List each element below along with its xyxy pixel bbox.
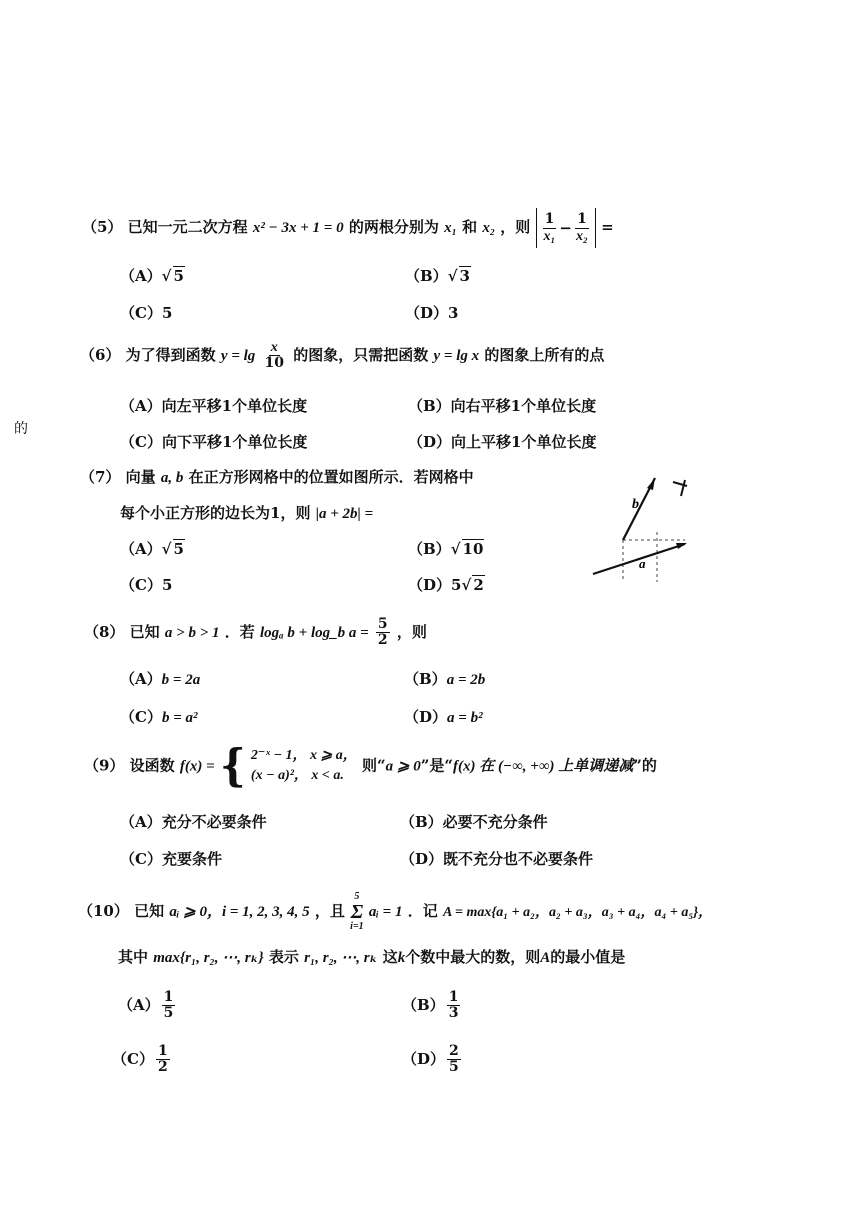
q6-function-b: y = lg x xyxy=(433,347,480,364)
q10-a-variable: A xyxy=(540,950,551,966)
q9-piece-2: (x − a)²， x < a. xyxy=(250,768,344,784)
q5-equation: x² − 3x + 1 = 0 xyxy=(252,220,344,236)
question-8-stem xyxy=(84,617,427,649)
q7-expression: |a + 2b| = xyxy=(315,506,374,522)
q8-option-d-value: a = b² xyxy=(447,710,483,726)
q6-frac-den: 10 xyxy=(264,355,285,372)
q10-text-line2-b: 表示 xyxy=(268,948,299,966)
q8-option-c-label: （C） xyxy=(120,708,162,726)
q8-option-b xyxy=(404,668,485,689)
q5-option-c: （C）5 xyxy=(120,304,173,322)
q7-tick-mark-2 xyxy=(681,480,685,496)
q9-text-b: 则“ xyxy=(362,756,386,775)
q5-option-a: （A）√ 5 xyxy=(120,267,184,285)
q7-option-b-label: （B） xyxy=(408,540,451,558)
q10-condition: aᵢ ⩾ 0，i = 1, 2, 3, 4, 5 xyxy=(169,904,310,920)
q10-option-a-label: （A） xyxy=(118,995,160,1014)
question-10-number: （10） xyxy=(78,902,129,920)
q7-option-b-value: 10 xyxy=(462,540,484,558)
q7-option-c: （C）5 xyxy=(120,576,173,594)
q10-option-c-num: 1 xyxy=(157,1043,168,1059)
q10-option-a-den: 5 xyxy=(163,1005,174,1022)
q5-frac-2 xyxy=(574,212,590,244)
q10-list: r₁, r₂, ⋯, rₖ xyxy=(304,950,378,966)
q8-condition: a > b > 1 xyxy=(164,624,220,641)
q9-piece-1: 2⁻ˣ − 1， x ⩾ a， xyxy=(250,748,357,763)
question-6-stem xyxy=(80,340,604,372)
q10-sum-top: 5 xyxy=(354,891,360,902)
q7-text-a: 向量 xyxy=(125,468,156,486)
q5-frac-1-den: x₁ xyxy=(543,228,556,244)
q8-option-b-value: a = 2b xyxy=(446,672,486,688)
q10-option-b-den: 3 xyxy=(448,1005,459,1022)
q7-label-a: a xyxy=(639,556,646,571)
q9-condition: a ⩾ 0 xyxy=(385,758,421,775)
q9-text-e: ”的 xyxy=(633,756,657,775)
question-10-line-2 xyxy=(118,946,625,967)
q5-minus: − xyxy=(559,219,572,237)
question-6-number: （6） xyxy=(80,345,121,364)
question-5-stem xyxy=(82,208,614,248)
q10-option-d-den: 5 xyxy=(449,1059,459,1076)
q8-expression: logₐ b + log_b a = xyxy=(260,624,369,641)
q5-text-a: 已知一元二次方程 xyxy=(127,218,248,236)
q10-text-line2-c: 这 xyxy=(382,948,398,966)
q6-text-a: 为了得到函数 xyxy=(125,345,216,364)
q10-option-c-label: （C） xyxy=(112,1049,154,1068)
question-7-stem xyxy=(80,466,474,487)
q10-option-d-label: （D） xyxy=(402,1049,446,1068)
q8-option-c-value: b = a² xyxy=(161,710,198,726)
q9-option-c: （C）充要条件 xyxy=(120,850,222,868)
q10-text-b: ，且 xyxy=(314,902,345,920)
question-10-stem xyxy=(78,892,712,932)
q10-max-definition: max{r₁, r₂, ⋯, rₖ} xyxy=(153,950,264,966)
q8-option-d-label: （D） xyxy=(404,708,448,726)
q7-option-d-label: （D）5 xyxy=(408,576,462,594)
question-9-stem xyxy=(84,739,657,792)
q6-text-b: 的图象，只需把函数 xyxy=(293,345,429,364)
q10-option-c xyxy=(112,1044,172,1076)
q8-fraction xyxy=(376,617,390,649)
q6-option-b: （B）向右平移1个单位长度 xyxy=(408,397,597,415)
q10-text-line2-a: 其中 xyxy=(118,948,149,966)
q5-option-a-label: （A） xyxy=(120,267,162,285)
q7-option-a-label: （A） xyxy=(120,540,162,558)
q8-option-b-label: （B） xyxy=(404,670,447,688)
q9-option-d: （D）既不充分也不必要条件 xyxy=(400,850,594,868)
q9-text-a: 设函数 xyxy=(129,756,175,775)
q5-absolute-value xyxy=(536,208,596,248)
q5-option-a-value: 5 xyxy=(173,267,184,285)
q7-label-b: b xyxy=(632,497,639,512)
q5-option-b: （B）√ 3 xyxy=(405,267,470,285)
q7-option-b: （B）√ 10 xyxy=(408,540,484,558)
q6-frac-num: x xyxy=(270,340,278,355)
q10-option-c-den: 2 xyxy=(157,1059,168,1076)
q7-vector-figure xyxy=(585,470,705,585)
q7-text-line2: 每个小正方形的边长为1，则 xyxy=(120,504,311,522)
q5-text-then: ，则 xyxy=(500,218,531,236)
q5-text-b: 的两根分别为 xyxy=(348,218,439,236)
q6-function-a: y = lg xyxy=(220,347,256,364)
q10-option-b-label: （B） xyxy=(402,995,445,1014)
q10-option-b xyxy=(402,990,462,1022)
q10-option-d-num: 2 xyxy=(449,1043,459,1059)
q6-fraction xyxy=(263,340,286,372)
q7-option-a-value: 5 xyxy=(173,540,184,558)
q9-function: f(x) = xyxy=(179,758,215,775)
q10-sum-bottom: i=1 xyxy=(350,921,364,932)
q7-vector-b-arrowhead xyxy=(647,478,655,490)
q10-text-line2-d: 个数中最大的数，则 xyxy=(405,948,541,966)
q5-equals: = xyxy=(601,218,614,236)
q9-text-d: f(x) 在 (−∞, +∞) 上单调递减 xyxy=(453,758,634,775)
margin-mark: 的 xyxy=(14,421,28,437)
q5-root-1: x₁ xyxy=(444,220,457,236)
q8-frac-num: 5 xyxy=(377,616,388,632)
q10-max-expression: A = max{a₁ + a₂，a₂ + a₃，a₃ + a₄，a₄ + a₅}， xyxy=(442,905,713,920)
q9-brace: { xyxy=(219,739,246,792)
question-8-number: （8） xyxy=(84,622,125,641)
q9-option-b: （B）必要不充分条件 xyxy=(400,813,548,831)
q5-option-d: （D）3 xyxy=(405,304,459,322)
q5-option-b-value: 3 xyxy=(459,267,470,285)
q7-vectors: a, b xyxy=(160,470,184,486)
q8-text-then: ，则 xyxy=(396,622,427,641)
question-9-number: （9） xyxy=(84,756,125,775)
question-5-number: （5） xyxy=(82,218,123,236)
q5-frac-1-num: 1 xyxy=(544,211,555,228)
q8-text-b: ．若 xyxy=(224,622,255,641)
q10-option-a-num: 1 xyxy=(163,989,174,1005)
q6-option-a: （A）向左平移1个单位长度 xyxy=(120,397,308,415)
q7-vector-a-arrowhead xyxy=(676,543,687,549)
q8-option-c xyxy=(120,706,198,727)
q6-text-c: 的图象上所有的点 xyxy=(484,345,605,364)
q10-text-c: ．记 xyxy=(407,902,438,920)
q5-frac-1 xyxy=(542,212,558,244)
q5-text-and: 和 xyxy=(462,218,478,236)
q7-option-a: （A）√ 5 xyxy=(120,540,184,558)
q10-sum-term: aᵢ = 1 xyxy=(368,904,403,920)
q9-text-c: ”是“ xyxy=(420,756,454,775)
q10-sum-sigma: Σ xyxy=(350,901,364,923)
q10-text-a: 已知 xyxy=(134,902,165,920)
q10-option-b-num: 1 xyxy=(448,989,459,1005)
q9-piecewise xyxy=(251,746,357,787)
q10-summation xyxy=(350,892,363,932)
q7-text-b: 在正方形网格中的位置如图所示．若网格中 xyxy=(188,468,474,486)
q10-k: k xyxy=(397,950,406,966)
q5-frac-2-den: x₂ xyxy=(576,228,588,244)
question-7-line-2 xyxy=(120,502,373,523)
q5-root-2: x₂ xyxy=(482,220,496,236)
q5-option-b-label: （B） xyxy=(405,267,448,285)
q10-option-a xyxy=(118,990,177,1022)
q7-option-d: （D）5√ 2 xyxy=(408,576,484,594)
q8-frac-den: 2 xyxy=(377,632,388,649)
q10-option-d xyxy=(402,1044,463,1076)
q8-option-a-value: b = 2a xyxy=(161,672,201,688)
q5-frac-2-num: 1 xyxy=(577,211,587,228)
q6-option-d: （D）向上平移1个单位长度 xyxy=(408,433,597,451)
q9-option-a: （A）充分不必要条件 xyxy=(120,813,267,831)
q8-option-d xyxy=(404,706,483,727)
q6-option-c: （C）向下平移1个单位长度 xyxy=(120,433,308,451)
q8-option-a xyxy=(120,668,200,689)
q8-text-a: 已知 xyxy=(129,622,160,641)
q10-text-line2-e: 的最小值是 xyxy=(550,948,626,966)
question-7-number: （7） xyxy=(80,468,121,486)
q7-option-d-value: 2 xyxy=(473,576,484,594)
q8-option-a-label: （A） xyxy=(120,670,162,688)
